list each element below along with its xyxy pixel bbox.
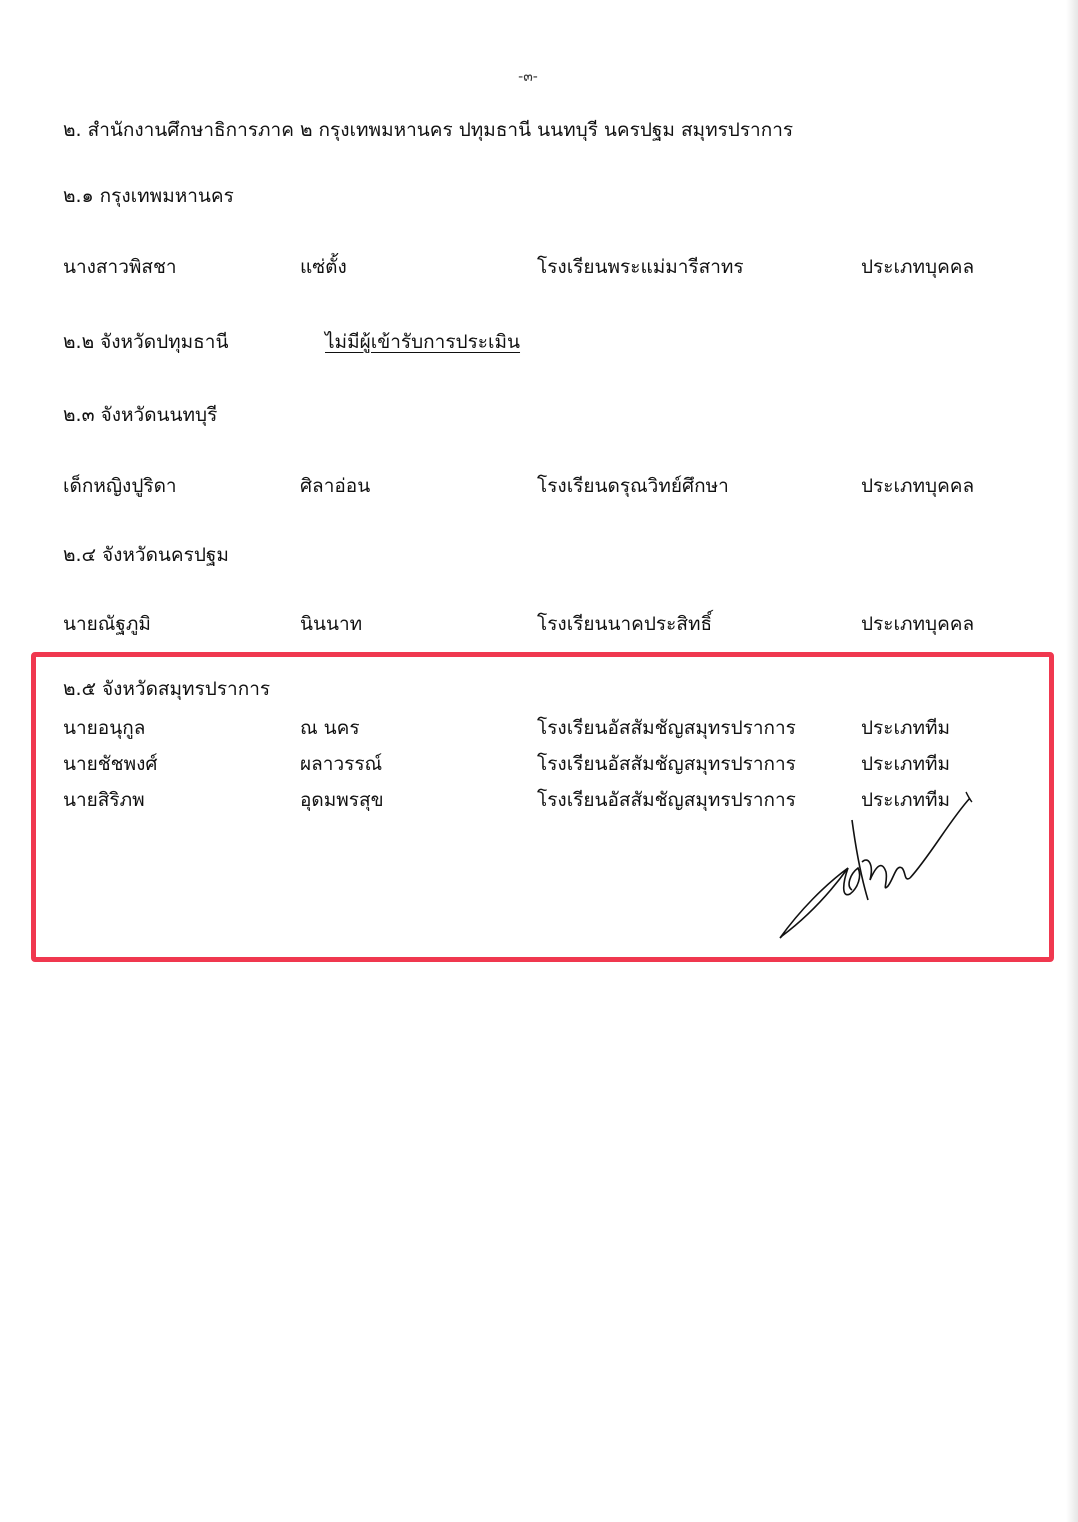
table-row	[0, 258, 1078, 286]
entry-type: ประเภททีม	[861, 753, 951, 775]
last-name: แซ่ตั้ง	[300, 256, 347, 278]
section-title-nonthaburi: ๒.๓ จังหวัดนนทบุรี	[63, 404, 218, 426]
school-name: โรงเรียนอัสสัมชัญสมุทรปราการ	[537, 789, 796, 811]
last-name: ศิลาอ่อน	[300, 475, 371, 497]
entry-type: ประเภททีม	[861, 717, 951, 739]
school-name: โรงเรียนพระแม่มารีสาทร	[537, 256, 744, 278]
entry-type: ประเภทบุคคล	[861, 256, 975, 278]
table-row	[0, 755, 1078, 783]
school-name: โรงเรียนอัสสัมชัญสมุทรปราการ	[537, 717, 796, 739]
first-name: นางสาวพิสชา	[63, 256, 177, 278]
page-edge-shadow	[1066, 0, 1078, 1522]
section-title-bangkok: ๒.๑ กรุงเทพมหานคร	[63, 185, 234, 207]
school-name: โรงเรียนอัสสัมชัญสมุทรปราการ	[537, 753, 796, 775]
school-name: โรงเรียนนาคประสิทธิ์	[537, 613, 713, 635]
table-row	[0, 719, 1078, 747]
first-name: นายอนุกูล	[63, 717, 146, 739]
signature-icon	[770, 790, 980, 950]
entry-type: ประเภททีม	[861, 789, 951, 811]
no-participant-note: ไม่มีผู้เข้ารับการประเมิน	[325, 331, 521, 353]
entry-type: ประเภทบุคคล	[861, 475, 975, 497]
first-name: นายชัชพงศ์	[63, 753, 158, 775]
page-number: -๓-	[518, 69, 538, 85]
first-name: นายณัฐภูมิ	[63, 613, 151, 635]
school-name: โรงเรียนดรุณวิทย์ศึกษา	[537, 475, 729, 497]
last-name: นินนาท	[300, 613, 363, 635]
section-title-pathum-thani: ๒.๒ จังหวัดปทุมธานี	[63, 331, 229, 353]
first-name: นายสิริภพ	[63, 789, 145, 811]
entry-type: ประเภทบุคคล	[861, 613, 975, 635]
table-row	[0, 615, 1078, 643]
last-name: อุดมพรสุข	[300, 789, 384, 811]
section-title-nakhon-pathom: ๒.๔ จังหวัดนครปฐม	[63, 544, 229, 566]
last-name: ณ นคร	[300, 717, 360, 739]
last-name: ผลาวรรณ์	[300, 753, 383, 775]
section-title-samut-prakan: ๒.๕ จังหวัดสมุทรปราการ	[63, 678, 271, 700]
table-row	[0, 477, 1078, 505]
first-name: เด็กหญิงปูริดา	[63, 475, 177, 497]
region-heading: ๒. สำนักงานศึกษาธิการภาค ๒ กรุงเทพมหานคร ปทุมธานี นนทบุรี นครปฐม สมุทรปราการ	[63, 119, 794, 141]
